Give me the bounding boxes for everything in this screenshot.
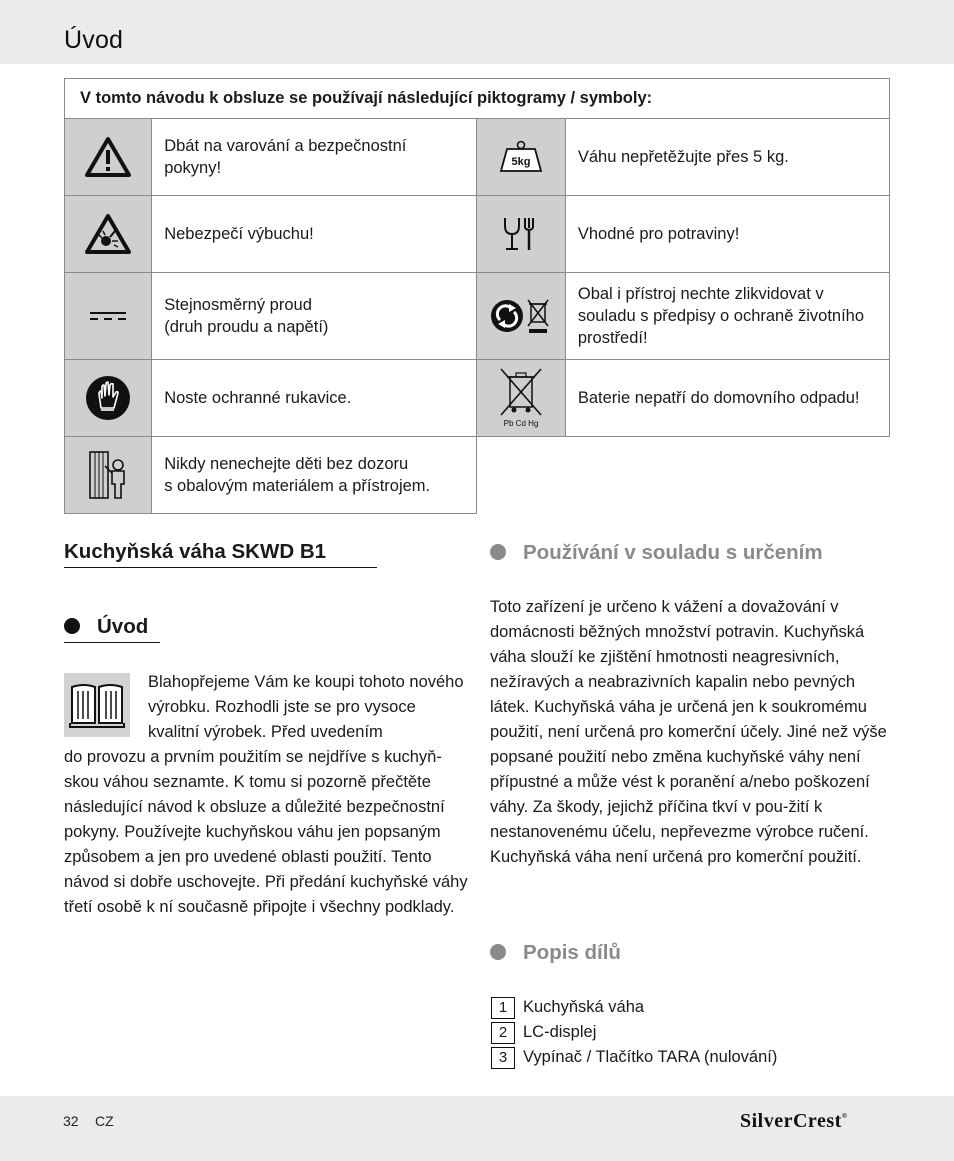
part-number: 3 <box>491 1047 515 1069</box>
symbol-text: Vhodné pro potraviny! <box>565 196 889 273</box>
header-band <box>0 0 954 64</box>
symbol-text <box>152 437 477 514</box>
brand-logo <box>740 1110 848 1133</box>
page-title: Úvod <box>64 26 124 54</box>
symbol-text-line: s obalovým materiálem a přístrojem. <box>164 477 431 495</box>
table-row <box>65 273 890 360</box>
intro-heading <box>64 615 160 643</box>
part-label: Kuchyňská váha <box>523 998 645 1016</box>
table-row <box>65 196 890 273</box>
symbol-text: Dbát na varování a bezpečnostní pokyny! <box>152 119 477 196</box>
symbols-heading: V tomto návodu k obsluze se používají následující piktogramy / symboly: <box>65 79 890 119</box>
symbol-text-line: (druh proudu a napětí) <box>164 318 329 336</box>
symbol-text <box>152 273 477 360</box>
symbol-text-line: Stejnosměrný proud <box>164 296 312 314</box>
symbol-text: Baterie nepatří do domovního odpadu! <box>565 360 889 437</box>
brand-mark: ® <box>841 1112 848 1120</box>
product-title: Kuchyňská váha SKWD B1 <box>64 540 377 568</box>
symbol-text: Nebezpečí výbuchu! <box>152 196 477 273</box>
direct-current-icon <box>65 273 152 360</box>
child-supervision-icon <box>65 437 152 514</box>
intro-text-first: Blahopřejeme Vám ke koupi tohoto nového výrobku. Rozhodli jste se pro vysoce kvalitní výrobek. Před uvedením <box>148 673 464 741</box>
brand-name: SilverCrest <box>740 1110 842 1132</box>
warning-triangle-icon <box>65 119 152 196</box>
bullet-icon <box>490 944 506 960</box>
symbol-text: Obal i přístroj nechte zlikvidovat v souladu s předpisy o ochraně životního prostředí! <box>565 273 889 360</box>
weight-5kg-icon <box>477 119 566 196</box>
page-language: CZ <box>95 1113 114 1129</box>
weight-label: 5kg <box>511 156 531 168</box>
table-row <box>65 360 890 437</box>
battery-label: Pb Cd Hg <box>503 419 539 428</box>
table-row <box>65 437 890 514</box>
recycling-icon <box>477 273 566 360</box>
manual-book-icon <box>64 673 130 737</box>
parts-heading <box>490 941 621 965</box>
intended-use-heading <box>490 541 823 565</box>
intended-use-heading-text: Používání v souladu s určením <box>523 541 823 564</box>
bullet-icon <box>64 618 80 634</box>
protective-gloves-icon <box>65 360 152 437</box>
part-number: 2 <box>491 1022 515 1044</box>
intro-heading-text: Úvod <box>97 615 149 638</box>
table-row <box>65 119 890 196</box>
bullet-icon <box>490 544 506 560</box>
parts-heading-text: Popis dílů <box>523 941 621 964</box>
part-number: 1 <box>491 997 515 1019</box>
empty-cell <box>477 437 890 514</box>
food-safe-icon <box>477 196 566 273</box>
symbol-text: Noste ochranné rukavice. <box>152 360 477 437</box>
intended-use-text: Toto zařízení je určeno k vážení a dovažování v domácnosti běžných množství potravin. Kuchyňská váha slouží ke zjištění hmotnosti neagresivních, nežíravých a neabrazivních kapalin nebo pevných látek. Kuchyňská váha je určená jen k soukromému použití, není určená pro komerční účely. Jiné než výše popsané použití nebo změna kuchyňské váhy není přípustné a může vést k poranění a/nebo poškození váhy. Za škody, jejichž příčina tkví v pou-žití k nestanovenému účelu, nepřevezme výrobce ručení. Kuchyňská váha není určená pro komerční použití. <box>490 598 887 866</box>
part-label: Vypínač / Tlačítko TARA (nulování) <box>523 1048 778 1066</box>
symbol-text: Váhu nepřetěžujte přes 5 kg. <box>565 119 889 196</box>
symbol-text-line: Nikdy nenechejte děti bez dozoru <box>164 455 409 473</box>
intro-text-rest: do provozu a prvním použitím se nejdříve s kuchyň-skou váhou seznamte. K tomu si pozorně přečtěte následující návod k obsluze a důležité bezpečnostní pokyny. Používejte kuchyňskou váhu jen popsaným způsobem a jen pro uvedené oblasti použití. Tento návod si dobře uschovejte. Při předání kuchyňské váhy třetí osobě k ní současně připojte i všechny podklady. <box>64 748 468 916</box>
symbols-table <box>64 78 890 514</box>
part-label: LC-displej <box>523 1023 597 1041</box>
battery-disposal-icon <box>477 360 566 437</box>
page-number: 32 <box>63 1113 79 1129</box>
explosion-warning-icon <box>65 196 152 273</box>
